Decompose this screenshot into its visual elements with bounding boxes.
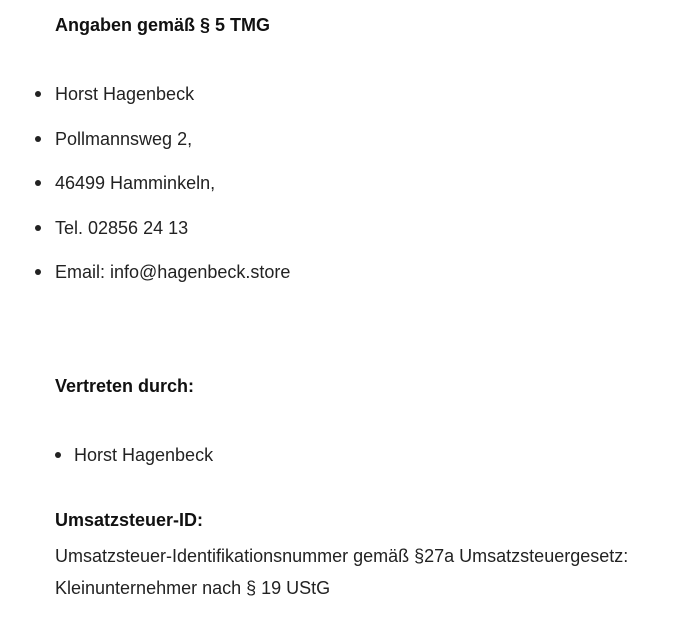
contact-street: Pollmannsweg 2, [55, 128, 193, 149]
imprint-heading: Angaben gemäß § 5 TMG [55, 15, 271, 35]
list-item-phone [55, 217, 290, 262]
bullet-icon [55, 452, 61, 458]
representative-heading: Vertreten durch: [55, 376, 195, 396]
contact-city: 46499 Hamminkeln, [55, 173, 216, 193]
bullet-icon [35, 136, 41, 142]
bullet-icon [35, 91, 41, 97]
vat-paragraph [55, 540, 628, 604]
contact-email: Email: info@hagenbeck.store [55, 262, 291, 282]
vat-heading: Umsatzsteuer-ID: [55, 510, 204, 530]
representative-list [74, 444, 213, 466]
vat-line-2: Kleinunternehmer nach § 19 UStG [55, 578, 331, 598]
bullet-icon [35, 225, 41, 231]
contact-name: Horst Hagenbeck [55, 84, 195, 104]
bullet-icon [35, 180, 41, 186]
contact-phone: Tel. 02856 24 13 [55, 217, 189, 238]
bullet-icon [35, 269, 41, 275]
contact-list [55, 83, 290, 306]
representative-name: Horst Hagenbeck [74, 445, 214, 465]
vat-line-1: Umsatzsteuer-Identifikationsnummer gemäß §27a Umsatzsteuergesetz: [55, 546, 629, 566]
list-item-city [55, 172, 290, 217]
list-item-representative [74, 444, 213, 466]
list-item-name [55, 83, 290, 128]
list-item-email [55, 261, 290, 306]
list-item-street [55, 128, 290, 173]
